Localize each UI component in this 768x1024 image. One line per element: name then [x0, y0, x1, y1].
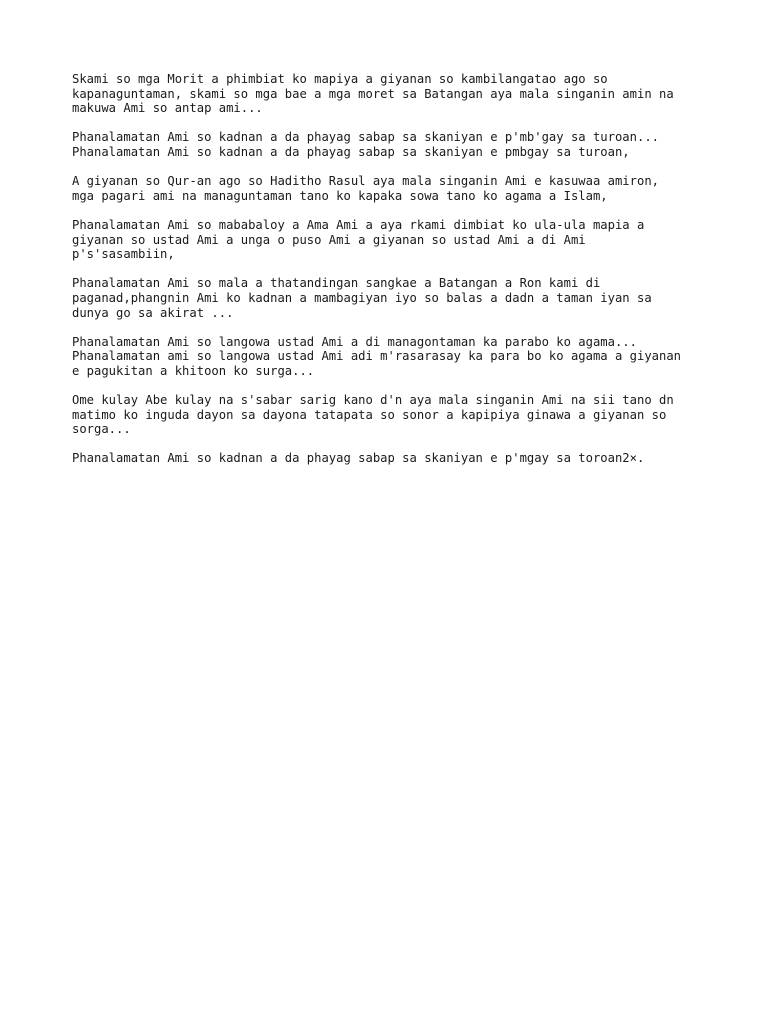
text-line: Phanalamatan Ami so kadnan a da phayag sabap sa skaniyan e p'mb'gay sa turoan... [72, 130, 659, 145]
text-line: Phanalamatan Ami so langowa ustad Ami a di managontaman ka parabo ko agama... [72, 334, 637, 349]
text-line: Ome kulay Abe kulay na s'sabar sarig kano d'n aya mala singanin Ami na sii tano dn [72, 393, 674, 408]
text-line: sorga... [72, 422, 131, 437]
paragraph-5 [72, 276, 712, 320]
text-line: Phanalamatan ami so langowa ustad Ami adi m'rasarasay ka para bo ko agama a giyanan [72, 349, 682, 364]
paragraph-2 [72, 130, 712, 159]
paragraph-1 [72, 72, 712, 116]
text-line: paganad,phangnin Ami ko kadnan a mambagiyan iyo so balas a dadn a taman iyan sa [72, 290, 652, 305]
document-body [72, 72, 712, 481]
text-line: A giyanan so Qur-an ago so Haditho Rasul aya mala singanin Ami e kasuwaa amiron, [72, 174, 659, 189]
text-line: Phanalamatan Ami so kadnan a da phayag sabap sa skaniyan e pmbgay sa turoan, [72, 144, 630, 159]
text-line: dunya go sa akirat ... [72, 305, 234, 320]
paragraph-6 [72, 335, 712, 379]
text-line: Phanalamatan Ami so mababaloy a Ama Ami a aya rkami dimbiat ko ula-ula mapia a [72, 217, 645, 232]
text-line: e pagukitan a khitoon ko surga... [72, 363, 315, 378]
paragraph-4 [72, 218, 712, 262]
text-line: Phanalamatan Ami so kadnan a da phayag sabap sa skaniyan e p'mgay sa toroan2×. [72, 451, 645, 466]
text-line: makuwa Ami so antap ami... [72, 101, 263, 116]
paragraph-8 [72, 451, 712, 466]
text-line: giyanan so ustad Ami a unga o puso Ami a giyanan so ustad Ami a di Ami [72, 232, 586, 247]
text-line: p's'sasambiin, [72, 247, 175, 262]
paragraph-7 [72, 393, 712, 437]
text-line: kapanaguntaman, skami so mga bae a mga moret sa Batangan aya mala singanin amin na [72, 86, 674, 101]
text-line: Skami so mga Morit a phimbiat ko mapiya a giyanan so kambilangatao ago so [72, 72, 608, 86]
paragraph-3 [72, 174, 712, 203]
text-line: mga pagari ami na managuntaman tano ko kapaka sowa tano ko agama a Islam, [72, 188, 608, 203]
text-line: matimo ko inguda dayon sa dayona tatapata so sonor a kapipiya ginawa a giyanan so [72, 407, 667, 422]
text-line: Phanalamatan Ami so mala a thatandingan sangkae a Batangan a Ron kami di [72, 276, 601, 291]
